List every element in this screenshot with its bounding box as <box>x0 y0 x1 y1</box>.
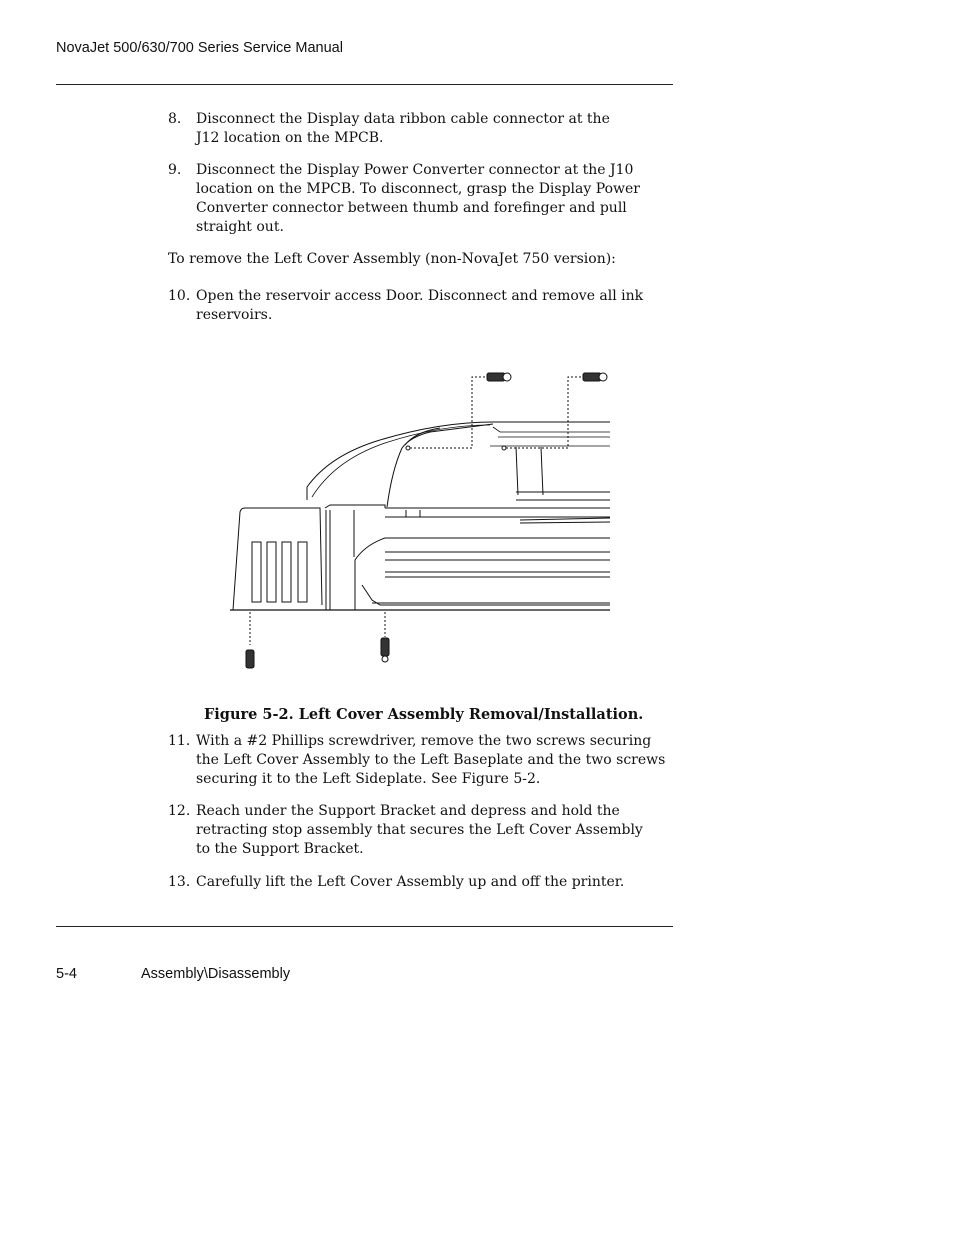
intro-text: To remove the Left Cover Assembly (non-NovaJet 750 version): <box>168 251 616 267</box>
running-header: NovaJet 500/630/700 Series Service Manual <box>56 40 343 56</box>
step-text: Reach under the Support Bracket and depress and hold the retracting stop assembly that secures the Left Cover Assembly to the Support Bracket. <box>196 803 643 857</box>
step-number: 12. <box>168 803 191 819</box>
step-text: Disconnect the Display data ribbon cable connector at the J12 location on the MPCB. <box>196 111 610 146</box>
figure-caption: Figure 5-2. Left Cover Assembly Removal/Installation. <box>204 706 644 723</box>
step-number: 9. <box>168 162 182 178</box>
step-number: 11. <box>168 733 191 749</box>
step-text: Carefully lift the Left Cover Assembly up and off the printer. <box>196 874 625 890</box>
step-12 <box>168 802 678 859</box>
step-text: With a #2 Phillips screwdriver, remove the two screws securing the Left Cover Assembly to the Left Baseplate and the two screws securing it to the Left Sideplate. See Figure 5-2. <box>196 733 666 787</box>
footer-rule <box>56 926 673 927</box>
step-13 <box>168 873 678 892</box>
step-number: 8. <box>168 111 182 127</box>
step-number: 13. <box>168 874 191 890</box>
page-number: 5-4 <box>56 966 77 982</box>
step-11 <box>168 732 678 789</box>
step-text: Open the reservoir access Door. Disconnect and remove all ink reservoirs. <box>196 288 644 323</box>
step-number: 10. <box>168 288 191 304</box>
step-text: Disconnect the Display Power Converter connector at the J10 location on the MPCB. To disconnect, grasp the Display Power Converter connector between thumb and forefinger and pull straight out. <box>196 162 640 235</box>
section-name: Assembly\Disassembly <box>141 966 291 982</box>
